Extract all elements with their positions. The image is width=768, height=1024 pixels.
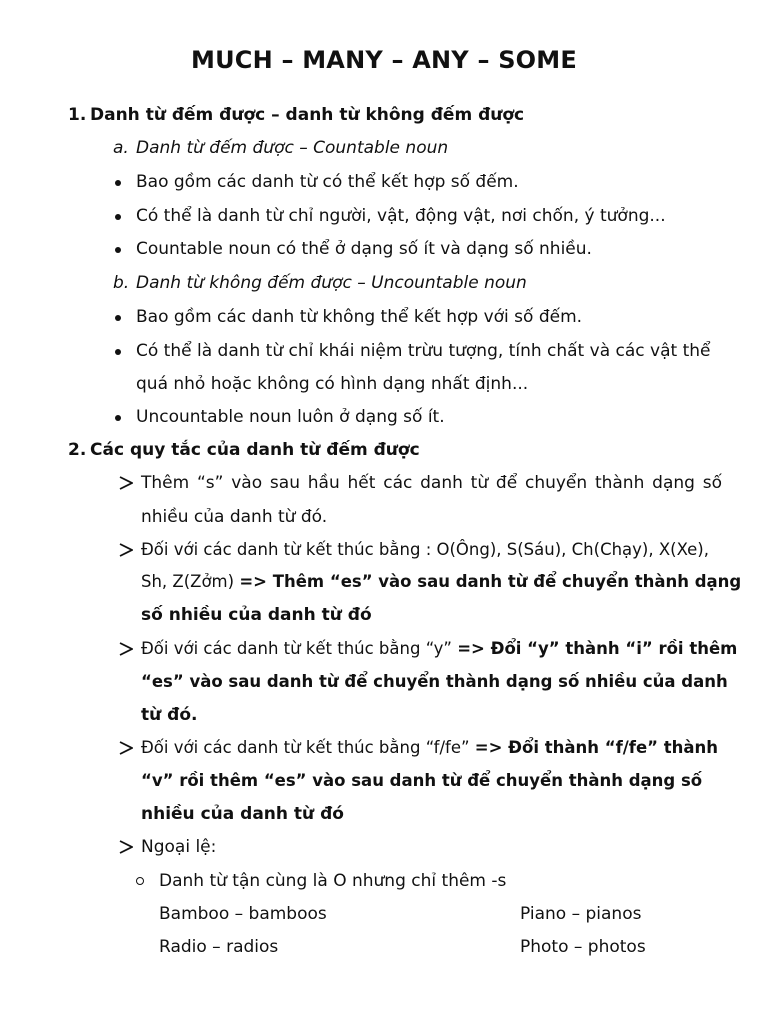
example-left: Bamboo – bamboos (159, 904, 327, 924)
list-item: Có thể là danh từ chỉ khái niệm trừu tượng, tính chất và các vật thể (136, 341, 711, 361)
section-1-number: 1. (68, 105, 87, 125)
rule-3-line-3: từ đó. (141, 705, 198, 725)
list-item-continuation: quá nhỏ hoặc không có hình dạng nhất định... (136, 374, 529, 394)
list-item: Countable noun có thể ở dạng số ít và dạng số nhiều. (136, 239, 592, 259)
rule-3-condition: Đối với các danh từ kết thúc bằng “y” (141, 639, 458, 658)
rule-2-result: => Thêm “es” vào sau danh từ để chuyển thành dạng (239, 572, 742, 591)
example-right: Piano – pianos (520, 904, 642, 924)
rule-2-line-3: số nhiều của danh từ đó (141, 605, 372, 625)
rule-3-line-2: “es” vào sau danh từ để chuyển thành dạng số nhiều của danh (141, 672, 728, 691)
rule-2-line-1: Đối với các danh từ kết thúc bằng : O(Ông), S(Sáu), Ch(Chạy), X(Xe), (141, 540, 709, 559)
rule-4-line-2: “v” rồi thêm “es” vào sau danh từ để chuyển thành dạng số (141, 771, 703, 790)
rule-3-result: => Đổi “y” thành “i” rồi thêm (457, 639, 738, 658)
rule-1-line-1: Thêm “s” vào sau hầu hết các danh từ để chuyển thành dạng số (141, 473, 722, 493)
sub-b-letter: b. (113, 273, 130, 293)
list-item: Uncountable noun luôn ở dạng số ít. (136, 407, 445, 427)
example-right: Photo – photos (520, 937, 646, 957)
rule-2-condition: Sh, Z(Zởm) (141, 572, 240, 591)
bullet-dot (115, 247, 121, 253)
arrowhead-bullet-icon (119, 840, 133, 854)
list-item: Có thể là danh từ chỉ người, vật, động vật, nơi chốn, ý tưởng... (136, 206, 666, 226)
section-2-heading: Các quy tắc của danh từ đếm được (90, 440, 420, 460)
rule-3-line-1 (141, 637, 737, 661)
list-item: Bao gồm các danh từ có thể kết hợp số đếm. (136, 172, 519, 192)
sub-a-heading: Danh từ đếm được – Countable noun (136, 138, 449, 158)
rule-4-result: => Đổi thành “f/fe” thành (474, 738, 719, 757)
rule-4-line-1 (141, 736, 718, 760)
exception-sub-item: Danh từ tận cùng là O nhưng chỉ thêm -s (159, 871, 507, 891)
section-2-number: 2. (68, 440, 87, 460)
example-left: Radio – radios (159, 937, 279, 957)
rule-4-condition: Đối với các danh từ kết thúc bằng “f/fe” (141, 738, 475, 757)
bullet-dot (115, 180, 121, 186)
bullet-dot (115, 349, 121, 355)
bullet-dot (115, 415, 121, 421)
page-title: MUCH – MANY – ANY – SOME (191, 46, 577, 74)
hollow-circle-bullet (136, 877, 144, 885)
rule-2-line-2 (141, 570, 741, 594)
arrowhead-bullet-icon (119, 741, 133, 755)
sub-b-heading: Danh từ không đếm được – Uncountable noun (136, 273, 527, 293)
bullet-dot (115, 315, 121, 321)
bullet-dot (115, 214, 121, 220)
sub-a-letter: a. (113, 138, 129, 158)
rule-4-line-3: nhiều của danh từ đó (141, 804, 344, 824)
arrowhead-bullet-icon (119, 476, 133, 490)
list-item: Bao gồm các danh từ không thể kết hợp với số đếm. (136, 307, 583, 327)
arrowhead-bullet-icon (119, 642, 133, 656)
arrowhead-bullet-icon (119, 543, 133, 557)
section-1-heading: Danh từ đếm được – danh từ không đếm được (90, 105, 525, 125)
exception-label: Ngoại lệ: (141, 837, 217, 857)
rule-1-line-2: nhiều của danh từ đó. (141, 507, 328, 527)
